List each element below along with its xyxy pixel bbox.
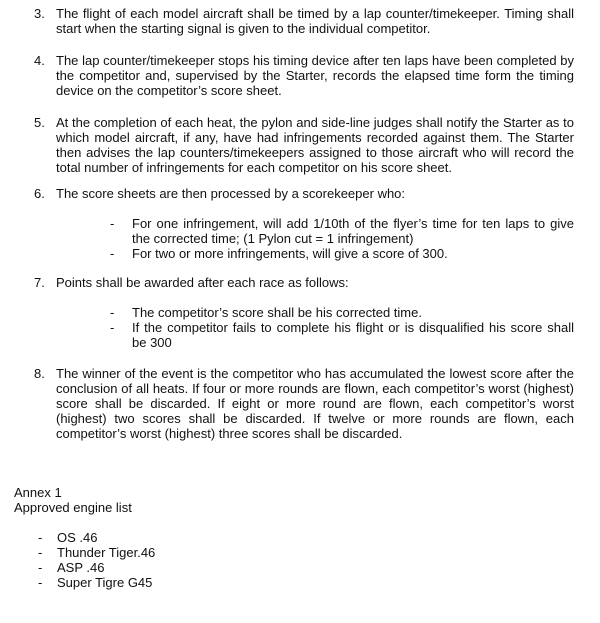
rule-number: 8. <box>34 366 45 381</box>
points-rule-2 <box>110 320 574 350</box>
bullet-dash: - <box>110 305 115 320</box>
bullet-dash: - <box>38 545 43 560</box>
rule-text: At the completion of each heat, the pylon and side-line judges shall notify the Starter as to which model aircraft, if any, have had infringements recorded against them. The Starter then advises the lap counters/timekeepers assigned to those aircraft who will record the total number of infringements for each competitor on his score sheet. <box>56 115 574 175</box>
rule-number: 4. <box>34 53 45 68</box>
engine-name: ASP .46 <box>57 560 105 575</box>
rule-number: 7. <box>34 275 45 290</box>
engine-list-item <box>38 575 152 590</box>
rule-item-4 <box>34 53 574 98</box>
bullet-dash: - <box>110 216 115 231</box>
bullet-dash: - <box>38 560 43 575</box>
rule-item-6 <box>34 186 574 201</box>
sub-rule-text: For one infringement, will add 1/10th of the flyer’s time for ten laps to give the corrected time; (1 Pylon cut = 1 infringement) <box>132 216 574 246</box>
rule-item-5 <box>34 115 574 175</box>
rule-text: The lap counter/timekeeper stops his timing device after ten laps have been completed by the competitor and, supervised by the Starter, records the elapsed time form the timing device on the competitor’s score sheet. <box>56 53 574 98</box>
engine-list-item <box>38 545 155 560</box>
rule-number: 3. <box>34 6 45 21</box>
scorekeeper-rule-2 <box>110 246 574 261</box>
engine-name: OS .46 <box>57 530 98 545</box>
rule-number: 6. <box>34 186 45 201</box>
rule-item-3 <box>34 6 574 36</box>
points-rule-1 <box>110 305 574 320</box>
rule-item-8 <box>34 366 574 441</box>
rule-number: 5. <box>34 115 45 130</box>
engine-list-item <box>38 560 104 575</box>
rule-text: The winner of the event is the competitor who has accumulated the lowest score after the conclusion of all heats. If four or more rounds are flown, each competitor’s worst (highest) score shall be discarded. If eight or more round are flown, each competitor’s worst (highest) two scores shall be discarded. If twelve or more rounds are flown, each competitor’s worst (highest) three scores shall be discarded. <box>56 366 574 441</box>
annex-subtitle: Approved engine list <box>14 500 132 515</box>
rule-text: The score sheets are then processed by a scorekeeper who: <box>56 186 406 201</box>
engine-name: Thunder Tiger.46 <box>57 545 156 560</box>
scorekeeper-rule-1 <box>110 216 574 246</box>
bullet-dash: - <box>110 320 115 335</box>
bullet-dash: - <box>110 246 115 261</box>
rule-text: Points shall be awarded after each race as follows: <box>56 275 349 290</box>
sub-rule-text: If the competitor fails to complete his flight or is disqualified his score shall be 300 <box>132 320 574 350</box>
sub-rule-text: The competitor’s score shall be his corrected time. <box>132 305 422 320</box>
sub-rule-text: For two or more infringements, will give a score of 300. <box>132 246 448 261</box>
rule-text: The flight of each model aircraft shall be timed by a lap counter/timekeeper. Timing shall start when the starting signal is given to the individual competitor. <box>56 6 574 36</box>
bullet-dash: - <box>38 575 43 590</box>
annex-title: Annex 1 <box>14 485 62 500</box>
rule-item-7 <box>34 275 574 290</box>
engine-list-item <box>38 530 97 545</box>
bullet-dash: - <box>38 530 43 545</box>
engine-name: Super Tigre G45 <box>57 575 153 590</box>
